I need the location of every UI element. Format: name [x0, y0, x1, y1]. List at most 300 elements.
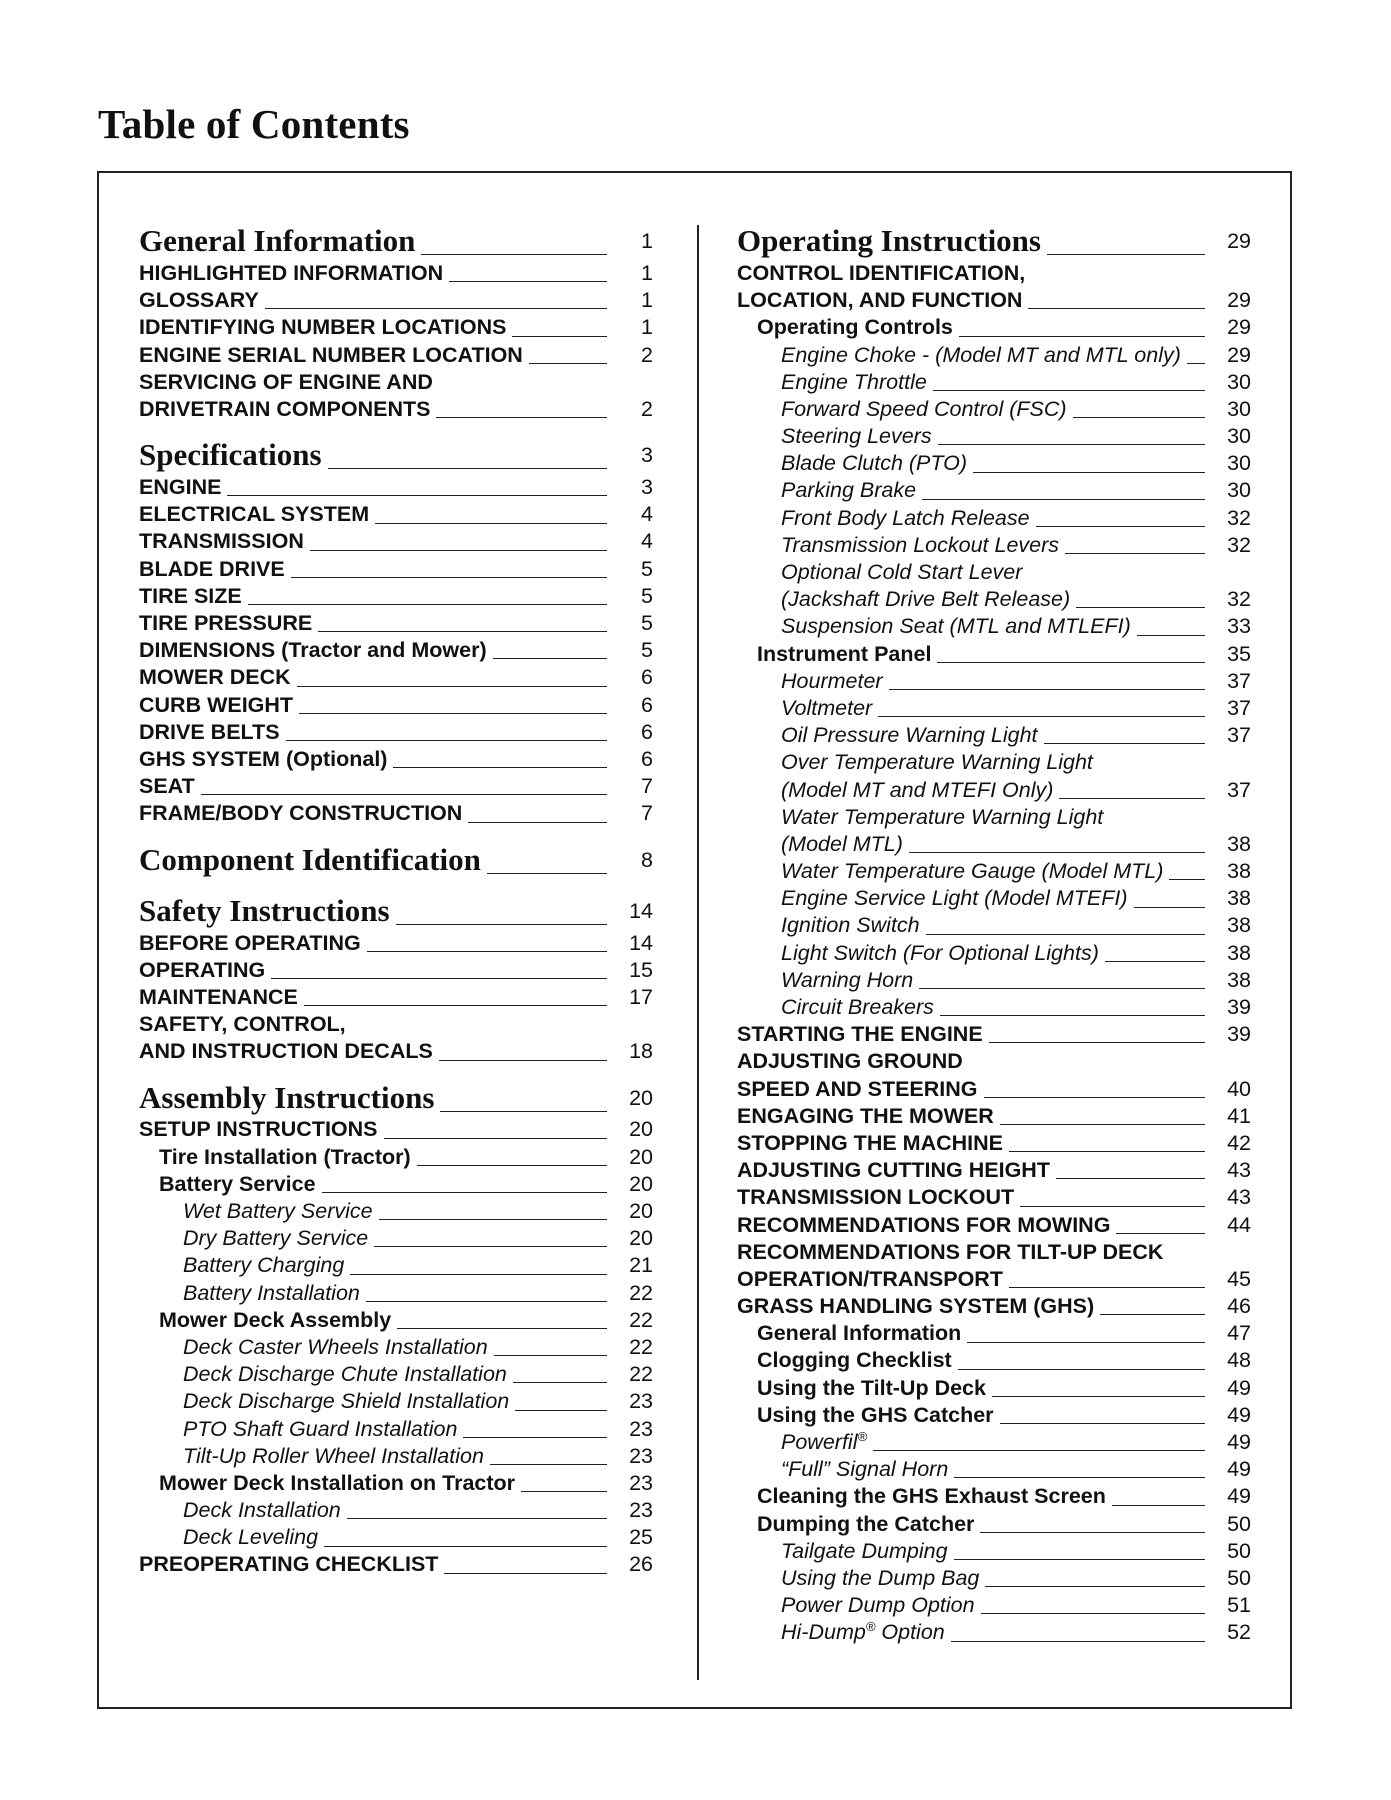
- toc-entry-text: (Jackshaft Drive Belt Release): [781, 587, 1071, 612]
- toc-entry-title: [781, 1592, 975, 1619]
- toc-entry-title: [139, 396, 430, 423]
- toc-entry[interactable]: [737, 804, 1251, 831]
- page-number: 52: [1227, 1620, 1251, 1645]
- page-number: 1: [641, 288, 653, 313]
- toc-entry-text: HIGHLIGHTED INFORMATION: [139, 260, 444, 285]
- toc-entry-title: [781, 423, 932, 450]
- toc-entry-title: [737, 1021, 983, 1048]
- toc-entry[interactable]: [737, 885, 1251, 912]
- toc-entry[interactable]: [737, 777, 1251, 804]
- leader-line: [379, 1219, 607, 1220]
- toc-entry[interactable]: [737, 1130, 1251, 1157]
- page-number: 22: [629, 1334, 653, 1359]
- toc-entry-title: [781, 1619, 945, 1646]
- leader-line: [286, 740, 607, 741]
- leader-line: [878, 716, 1205, 717]
- page-number: 1: [641, 260, 653, 285]
- toc-entry[interactable]: [737, 994, 1251, 1021]
- page-number: 4: [641, 502, 653, 527]
- toc-entry[interactable]: [737, 940, 1251, 967]
- toc-entry-text: Specifications: [139, 437, 322, 473]
- toc-entry[interactable]: [737, 1429, 1251, 1456]
- toc-section-heading[interactable]: [139, 1079, 653, 1117]
- toc-entry[interactable]: [737, 1592, 1251, 1619]
- page-number: 23: [629, 1443, 653, 1468]
- toc-entry-title: [781, 559, 1022, 586]
- page-number: 39: [1227, 995, 1251, 1020]
- toc-entry[interactable]: [737, 613, 1251, 640]
- toc-entry-text: Cleaning the GHS Exhaust Screen: [757, 1484, 1106, 1509]
- leader-line: [1105, 961, 1205, 962]
- toc-section-heading[interactable]: [139, 841, 653, 879]
- toc-entry-text: Operating Controls: [757, 315, 953, 340]
- page-number: 37: [1227, 777, 1251, 802]
- toc-entry-text: Deck Installation: [183, 1498, 341, 1523]
- toc-entry-title: [737, 1157, 1050, 1184]
- toc-entry-title: [737, 1076, 978, 1103]
- toc-entry-text: OPERATING: [139, 957, 266, 982]
- toc-entry-text: DIMENSIONS (Tractor and Mower): [139, 638, 487, 663]
- toc-entry[interactable]: [139, 369, 653, 396]
- toc-entry[interactable]: [139, 314, 653, 341]
- leader-line: [440, 1111, 607, 1112]
- toc-entry[interactable]: [737, 478, 1251, 505]
- toc-entry[interactable]: [737, 641, 1251, 668]
- toc-entry[interactable]: [139, 529, 653, 556]
- toc-entry[interactable]: [139, 1144, 653, 1171]
- toc-entry-text: MOWER DECK: [139, 665, 291, 690]
- toc-entry-text: Water Temperature Warning Light: [781, 804, 1104, 829]
- leader-line: [347, 1518, 607, 1519]
- toc-entry[interactable]: [737, 532, 1251, 559]
- toc-entry-text: Mower Deck Installation on Tractor: [159, 1470, 516, 1495]
- leader-line: [513, 1382, 607, 1383]
- toc-entry[interactable]: [737, 342, 1251, 369]
- toc-entry-text: Battery Charging: [183, 1253, 345, 1278]
- leader-line: [297, 686, 607, 687]
- toc-entry-title: [781, 586, 1070, 613]
- toc-entry[interactable]: [139, 773, 653, 800]
- page-number: 43: [1227, 1185, 1251, 1210]
- toc-entry-title: [139, 930, 361, 957]
- toc-entry[interactable]: [139, 1416, 653, 1443]
- toc-entry-title: [781, 1565, 979, 1592]
- toc-entry-title: [139, 342, 523, 369]
- toc-entry[interactable]: [737, 559, 1251, 586]
- toc-entry-title: [781, 450, 967, 477]
- toc-entry-text: Component Identification: [139, 841, 481, 877]
- page-number: 22: [629, 1280, 653, 1305]
- leader-line: [938, 444, 1205, 445]
- toc-entry-title: [781, 994, 934, 1021]
- toc-entry[interactable]: [139, 1524, 653, 1551]
- page-number: 37: [1227, 695, 1251, 720]
- page-number: 29: [1227, 229, 1251, 253]
- toc-entry-text: Circuit Breakers: [781, 995, 934, 1020]
- toc-entry-text: FRAME/BODY CONSTRUCTION: [139, 801, 463, 826]
- leader-line: [521, 1491, 607, 1492]
- page-number: 25: [629, 1525, 653, 1550]
- toc-entry[interactable]: [737, 450, 1251, 477]
- toc-entry[interactable]: [139, 800, 653, 827]
- toc-entry-text: Suspension Seat (MTL and MTLEFI): [781, 614, 1131, 639]
- toc-entry[interactable]: [139, 474, 653, 501]
- toc-entry-title: [781, 342, 1181, 369]
- toc-entry[interactable]: [139, 1552, 653, 1579]
- page-number: 1: [641, 229, 653, 253]
- toc-entry-title: [781, 858, 1163, 885]
- toc-entry-text: Hi-Dump: [781, 1620, 866, 1645]
- leader-line: [449, 281, 607, 282]
- leader-line: [954, 1477, 1205, 1478]
- toc-entry[interactable]: [737, 505, 1251, 532]
- toc-entry[interactable]: [737, 1103, 1251, 1130]
- toc-entry[interactable]: [737, 668, 1251, 695]
- page-number: 20: [629, 1085, 653, 1110]
- page-number: 49: [1227, 1430, 1251, 1455]
- leader-line: [985, 1586, 1205, 1587]
- page-number: 30: [1227, 396, 1251, 421]
- toc-entry[interactable]: [737, 858, 1251, 885]
- toc-entry-text: Battery Service: [159, 1171, 316, 1196]
- leader-line: [1009, 1151, 1205, 1152]
- leader-line: [494, 1355, 607, 1356]
- page-number: 32: [1227, 532, 1251, 557]
- leader-line: [515, 1410, 607, 1411]
- toc-entry-text: TRANSMISSION: [139, 529, 304, 554]
- toc-entry[interactable]: [139, 664, 653, 691]
- toc-entry-text: CURB WEIGHT: [139, 692, 294, 717]
- leader-line: [1059, 798, 1205, 799]
- leader-line: [1137, 635, 1205, 636]
- page-number: 14: [629, 930, 653, 955]
- toc-entry[interactable]: [139, 1011, 653, 1038]
- toc-entry-text: General Information: [757, 1321, 962, 1346]
- page-number: 20: [629, 1144, 653, 1169]
- toc-entry-title: [183, 1252, 344, 1279]
- page-number: 23: [629, 1416, 653, 1441]
- toc-entry-title: [139, 773, 195, 800]
- toc-entry[interactable]: [737, 967, 1251, 994]
- page-number: 32: [1227, 587, 1251, 612]
- page-number: 26: [629, 1552, 653, 1577]
- toc-entry[interactable]: [139, 692, 653, 719]
- toc-entry[interactable]: [139, 342, 653, 369]
- toc-entry[interactable]: [139, 1225, 653, 1252]
- leader-line: [201, 794, 607, 795]
- toc-entry[interactable]: [737, 1239, 1251, 1266]
- toc-entry-text: Assembly Instructions: [139, 1079, 435, 1115]
- toc-entry-text: BEFORE OPERATING: [139, 930, 361, 955]
- toc-entry[interactable]: [737, 1320, 1251, 1347]
- toc-entry[interactable]: [737, 722, 1251, 749]
- toc-entry[interactable]: [139, 1470, 653, 1497]
- toc-entry-text: (Model MT and MTEFI Only): [781, 777, 1054, 802]
- leader-line: [512, 336, 607, 337]
- toc-entry[interactable]: [737, 1402, 1251, 1429]
- page-number: 50: [1227, 1538, 1251, 1563]
- toc-entry-title: [183, 1524, 318, 1551]
- toc-entry[interactable]: [737, 423, 1251, 450]
- leader-line: [992, 1396, 1205, 1397]
- toc-entry[interactable]: [139, 260, 653, 287]
- toc-entry-text: AND INSTRUCTION DECALS: [139, 1039, 433, 1064]
- toc-entry-title: [183, 1334, 488, 1361]
- toc-entry[interactable]: [737, 1538, 1251, 1565]
- leader-line: [909, 852, 1205, 853]
- toc-entry[interactable]: [139, 583, 653, 610]
- leader-line: [959, 336, 1205, 337]
- page-number: 42: [1227, 1130, 1251, 1155]
- leader-line: [310, 550, 607, 551]
- toc-entry-title: [139, 474, 221, 501]
- page-number: 20: [629, 1226, 653, 1251]
- leader-line: [937, 662, 1205, 663]
- toc-entry[interactable]: [139, 396, 653, 423]
- toc-entry[interactable]: [737, 1048, 1251, 1075]
- toc-entry[interactable]: [139, 957, 653, 984]
- page-number: 49: [1227, 1457, 1251, 1482]
- page-number: 6: [641, 665, 653, 690]
- page-number: 32: [1227, 505, 1251, 530]
- leader-line: [436, 417, 607, 418]
- toc-entry[interactable]: [737, 1375, 1251, 1402]
- toc-entry-text: Instrument Panel: [757, 641, 932, 666]
- toc-entry[interactable]: [139, 984, 653, 1011]
- toc-right-column: [737, 222, 1251, 1647]
- toc-entry-text: SEAT: [139, 774, 195, 799]
- toc-entry-text: Deck Discharge Chute Installation: [183, 1362, 507, 1387]
- page-title: Table of Contents: [98, 101, 410, 147]
- toc-entry[interactable]: [737, 1266, 1251, 1293]
- toc-entry-text: Deck Leveling: [183, 1525, 319, 1550]
- toc-entry[interactable]: [139, 501, 653, 528]
- page-number: 22: [629, 1362, 653, 1387]
- toc-entry-text: Dry Battery Service: [183, 1226, 369, 1251]
- leader-line: [271, 978, 607, 979]
- leader-line: [490, 1464, 607, 1465]
- toc-entry[interactable]: [737, 396, 1251, 423]
- toc-entry[interactable]: [139, 1388, 653, 1415]
- toc-entry-title: [139, 369, 433, 396]
- toc-entry-title: [781, 1429, 867, 1456]
- toc-entry-title: [139, 314, 506, 341]
- toc-section-heading[interactable]: [139, 892, 653, 930]
- toc-entry[interactable]: [737, 1619, 1251, 1646]
- leader-line: [322, 1192, 607, 1193]
- toc-entry-text: GHS SYSTEM (Optional): [139, 746, 388, 771]
- toc-entry[interactable]: [139, 1038, 653, 1065]
- toc-entry[interactable]: [139, 1252, 653, 1279]
- toc-entry[interactable]: [737, 260, 1251, 287]
- page-number: 21: [629, 1253, 653, 1278]
- toc-entry[interactable]: [737, 1293, 1251, 1320]
- toc-entry-text: Deck Caster Wheels Installation: [183, 1334, 488, 1359]
- toc-entry-text: Front Body Latch Release: [781, 505, 1030, 530]
- toc-entry[interactable]: [737, 913, 1251, 940]
- page-number: 40: [1227, 1076, 1251, 1101]
- toc-entry[interactable]: [139, 1307, 653, 1334]
- leader-line: [989, 1042, 1205, 1043]
- toc-entry-text: PREOPERATING CHECKLIST: [139, 1552, 439, 1577]
- toc-entry-title: [781, 749, 1093, 776]
- toc-entry-title: [737, 1212, 1110, 1239]
- leader-line: [493, 658, 607, 659]
- toc-entry-text: ADJUSTING CUTTING HEIGHT: [737, 1158, 1050, 1183]
- leader-line: [1169, 879, 1205, 880]
- toc-entry[interactable]: [139, 1117, 653, 1144]
- page-number: 45: [1227, 1266, 1251, 1291]
- toc-entry-text: CONTROL IDENTIFICATION,: [737, 260, 1026, 285]
- toc-entry-text: Clogging Checklist: [757, 1348, 952, 1373]
- toc-entry-text: Using the GHS Catcher: [757, 1402, 994, 1427]
- toc-entry-title: [781, 1456, 948, 1483]
- leader-line: [291, 577, 607, 578]
- toc-entry[interactable]: [737, 1157, 1251, 1184]
- toc-entry-text: Optional Cold Start Lever: [781, 560, 1023, 585]
- toc-entry[interactable]: [139, 1198, 653, 1225]
- toc-entry-text: SERVICING OF ENGINE AND: [139, 369, 433, 394]
- toc-entry-text: Hourmeter: [781, 668, 883, 693]
- toc-entry-text: DRIVE BELTS: [139, 719, 280, 744]
- leader-line: [350, 1274, 607, 1275]
- toc-entry[interactable]: [737, 586, 1251, 613]
- toc-entry-title: [737, 1103, 994, 1130]
- toc-entry-title: [183, 1416, 457, 1443]
- toc-entry[interactable]: [737, 314, 1251, 341]
- leader-line: [328, 468, 607, 469]
- leader-line: [417, 1165, 607, 1166]
- toc-entry[interactable]: [139, 1171, 653, 1198]
- toc-entry[interactable]: [139, 719, 653, 746]
- toc-entry-title: [183, 1361, 507, 1388]
- toc-entry-text: Battery Installation: [183, 1280, 360, 1305]
- toc-entry[interactable]: [139, 556, 653, 583]
- toc-entry-text: Over Temperature Warning Light: [781, 750, 1093, 775]
- toc-entry[interactable]: [737, 1021, 1251, 1048]
- toc-entry-text: BLADE DRIVE: [139, 556, 285, 581]
- page-number: 6: [641, 719, 653, 744]
- page-number: 4: [641, 529, 653, 554]
- toc-entry-title: [159, 1470, 515, 1497]
- page-number: 6: [641, 746, 653, 771]
- leader-line: [1112, 1505, 1205, 1506]
- leader-line: [1073, 417, 1205, 418]
- toc-entry-text: Engine Choke - (Model MT and MTL only): [781, 342, 1181, 367]
- toc-entry-text: ELECTRICAL SYSTEM: [139, 502, 370, 527]
- toc-entry-title: [781, 940, 1099, 967]
- toc-entry-title: [139, 583, 242, 610]
- page-number: 2: [641, 342, 653, 367]
- toc-entry-title: [737, 1266, 1003, 1293]
- leader-line: [487, 873, 607, 874]
- toc-entry-text: TIRE PRESSURE: [139, 611, 313, 636]
- toc-entry-text: ENGINE SERIAL NUMBER LOCATION: [139, 342, 523, 367]
- toc-section-heading[interactable]: [737, 222, 1251, 260]
- toc-entry-title: [781, 396, 1067, 423]
- column-divider: [697, 225, 699, 1680]
- leader-line: [954, 1559, 1205, 1560]
- leader-line: [421, 254, 607, 255]
- leader-line: [248, 604, 607, 605]
- page-number: 50: [1227, 1511, 1251, 1536]
- toc-entry[interactable]: [737, 1076, 1251, 1103]
- toc-entry[interactable]: [139, 746, 653, 773]
- toc-entry[interactable]: [737, 749, 1251, 776]
- toc-section-heading[interactable]: [139, 222, 653, 260]
- toc-entry-text: Engine Service Light (Model MTEFI): [781, 886, 1128, 911]
- toc-entry-title: [139, 501, 369, 528]
- toc-entry[interactable]: [737, 1348, 1251, 1375]
- toc-entry[interactable]: [737, 1456, 1251, 1483]
- page-number: 7: [641, 801, 653, 826]
- toc-entry-title: [139, 1116, 378, 1143]
- toc-entry-title: [781, 369, 927, 396]
- toc-entry-text: Powerfil: [781, 1430, 858, 1455]
- toc-entry[interactable]: [737, 1565, 1251, 1592]
- page-number: 3: [641, 443, 653, 468]
- page-number: 49: [1227, 1484, 1251, 1509]
- toc-entry-title: [757, 1375, 986, 1402]
- toc-entry[interactable]: [139, 1497, 653, 1524]
- toc-entry-text: Wet Battery Service: [183, 1199, 373, 1224]
- page-number: 41: [1227, 1103, 1251, 1128]
- toc-entry[interactable]: [737, 369, 1251, 396]
- toc-entry[interactable]: [139, 930, 653, 957]
- toc-entry-text: TIRE SIZE: [139, 583, 242, 608]
- toc-entry-title: [781, 477, 916, 504]
- page-number: 38: [1227, 940, 1251, 965]
- toc-entry[interactable]: [139, 610, 653, 637]
- page-number: 20: [629, 1171, 653, 1196]
- leader-line: [1000, 1124, 1205, 1125]
- registered-mark: ®: [857, 1428, 868, 1444]
- page-number: 22: [629, 1307, 653, 1332]
- toc-entry[interactable]: [139, 637, 653, 664]
- page-number: 48: [1227, 1348, 1251, 1373]
- toc-entry[interactable]: [737, 1511, 1251, 1538]
- toc-entry-text: Using the Tilt-Up Deck: [757, 1375, 986, 1400]
- toc-entry[interactable]: [737, 1184, 1251, 1211]
- page-number: 30: [1227, 424, 1251, 449]
- toc-entry[interactable]: [139, 1361, 653, 1388]
- toc-entry-title: [757, 1511, 974, 1538]
- toc-entry-text: Oil Pressure Warning Light: [781, 723, 1038, 748]
- toc-entry-title: [139, 436, 322, 474]
- toc-entry[interactable]: [737, 695, 1251, 722]
- toc-entry[interactable]: [737, 287, 1251, 314]
- toc-entry[interactable]: [737, 1483, 1251, 1510]
- toc-section-heading[interactable]: [139, 436, 653, 474]
- toc-entry-text: Power Dump Option: [781, 1593, 975, 1618]
- page-number: 20: [629, 1199, 653, 1224]
- toc-entry[interactable]: [139, 287, 653, 314]
- leader-line: [304, 1005, 607, 1006]
- toc-entry[interactable]: [737, 1212, 1251, 1239]
- toc-entry-text: DRIVETRAIN COMPONENTS: [139, 396, 431, 421]
- leader-line: [384, 1138, 607, 1139]
- page-number: 51: [1227, 1593, 1251, 1618]
- toc-entry[interactable]: [139, 1334, 653, 1361]
- toc-entry[interactable]: [737, 831, 1251, 858]
- toc-entry-title: [781, 613, 1131, 640]
- toc-entry[interactable]: [139, 1280, 653, 1307]
- toc-entry-title: [737, 260, 1025, 287]
- toc-entry-title: [139, 637, 487, 664]
- toc-entry-title: [139, 984, 298, 1011]
- toc-entry-title: [183, 1443, 484, 1470]
- toc-entry[interactable]: [139, 1443, 653, 1470]
